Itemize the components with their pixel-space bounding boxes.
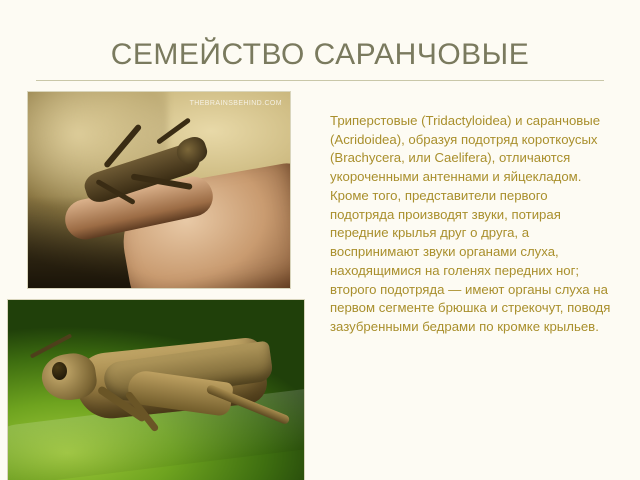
title-divider: [36, 80, 604, 81]
body-paragraph: Триперстовые (Tridactyloidea) и саранчовые (Acridoidea), образуя подотряд короткоусых (Brachycera, или Caelifera), отличаются укороченными антеннами и яйцекладом. Кроме того, представители первого подотряда производят звуки, потирая передние крылья друг о друга, а воспринимают звуки органами слуха, находящимися на голенях передних ног; второго подотряда — имеют органы слуха на первом сегменте брюшка и стрекочут, поводя зазубренными бедрами по кромке крыльев.: [330, 113, 611, 335]
locust-on-leaf-photo: [8, 300, 304, 480]
locust-eye: [52, 362, 67, 380]
page-title: СЕМЕЙСТВО САРАНЧОВЫЕ: [110, 38, 530, 71]
grasshopper-on-hand-photo: [28, 92, 290, 288]
photo-watermark: THEBRAINSBEHIND.COM: [189, 100, 282, 107]
